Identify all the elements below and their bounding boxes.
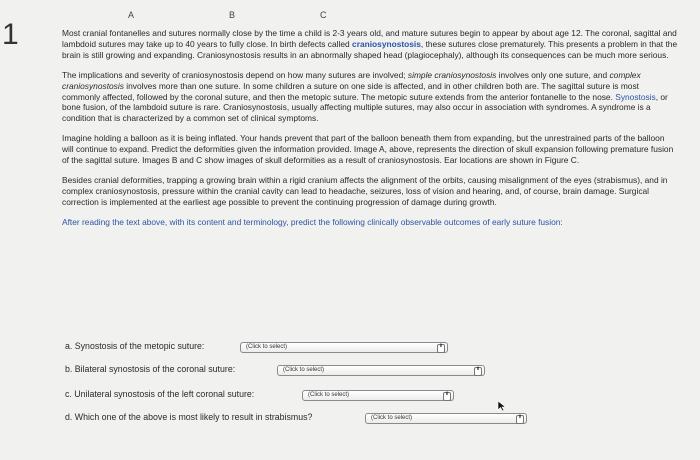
question-d-label: d. Which one of the above is most likely to result in strabismus? xyxy=(65,412,313,422)
term-craniosynostosis: craniosynostosis xyxy=(352,38,421,49)
question-content xyxy=(62,28,678,237)
question-c-select-value: (Click to select) xyxy=(308,392,350,398)
question-a-select-value: (Click to select) xyxy=(246,344,288,350)
question-d-select-value: (Click to select) xyxy=(371,415,413,421)
question-c-select[interactable] xyxy=(302,390,454,401)
select-arrows-icon: ⬍ xyxy=(516,415,524,424)
instructions: After reading the text above, with its content and terminology, predict the following clinically observable outcomes of early suture fusion: xyxy=(62,216,563,227)
paragraph-deformities: Besides cranial deformities, trapping a growing brain within a rigid cranium affects the alignment of the orbits, causing misalignment of the eyes (strabismus), and in complex craniosynostosis, pressure within the cranial cavity can lead to headache, seizures, loss of vision and hearing, and, of course, brain damage. Surgical correction is implemented at the earliest age possible to prevent the continuing progression of damage during growth. xyxy=(62,174,668,207)
paragraph-implications xyxy=(62,70,678,125)
question-d-select[interactable] xyxy=(365,413,527,424)
paragraph-intro-text-2: , these sutures close prematurely. This presents a problem in that the brain is still growing and expanding. Craniosynostosis results in an abnormally shaped head (plagiocephaly), although its consequences can be much more serious. xyxy=(62,38,678,60)
question-b-label: b. Bilateral synostosis of the coronal suture: xyxy=(65,364,236,374)
image-labels xyxy=(0,10,700,24)
image-label-c: C xyxy=(320,10,327,20)
paragraph-intro-text-1: Most cranial fontanelles and sutures normally close by the time a child is 2-3 years old, and mature sutures begin to appear by about age 12. The coronal, sagittal and lambdoid sutures may take up to 40 years to fully close. In birth defects called xyxy=(62,28,677,49)
term-complex-craniosynostosis: complex craniosynostosis xyxy=(62,69,641,91)
image-label-b: B xyxy=(229,10,236,20)
term-simple-craniosynostosis: simple craniosynostosis xyxy=(407,69,497,80)
paragraph-balloon: Imagine holding a balloon as it is being inflated. Your hands prevent that part of the balloon beneath them from expanding, but the unrestrained parts of the balloon will continue to expand. Predict the deformities given the information provided. Image A, above, represents the direction of skull expansion following premature fusion of the sagittal suture. Images B and C show images of skull deformities as a result of craniosynostosis. Ear locations are shown in Figure C. xyxy=(62,133,674,166)
paragraph-implications-text-2: involves only one suture, and xyxy=(496,69,610,80)
question-b-select-value: (Click to select) xyxy=(283,367,325,373)
question-number: 1 xyxy=(2,18,19,51)
select-arrows-icon: ⬍ xyxy=(443,392,451,401)
paragraph-implications-text-3: involves more than one suture. In some children a suture on one side is affected, and in other children both are. The sagittal suture is most commonly affected, followed by the coronal suture, and then the metopic suture. The metopic suture extends from the anterior fontanelle to the nose. xyxy=(62,80,639,102)
mouse-pointer-icon xyxy=(497,400,507,412)
paragraph-implications-text-4: , or bone fusion, of the lambdoid suture is rare. Craniosynostosis, usually affecting multiple sutures, may also occur in association with syndromes. A syndrome is a condition that is characterized by a common set of clinical symptoms. xyxy=(62,91,668,124)
select-arrows-icon: ⬍ xyxy=(437,344,445,353)
question-a-label: a. Synostosis of the metopic suture: xyxy=(65,341,205,351)
question-b-select[interactable] xyxy=(277,365,485,376)
image-label-a: A xyxy=(128,10,135,20)
paragraph-intro xyxy=(62,28,678,61)
paragraph-implications-text-1: The implications and severity of craniosynostosis depend on how many sutures are involved; xyxy=(62,69,408,80)
select-arrows-icon: ⬍ xyxy=(474,367,482,376)
question-c-label: c. Unilateral synostosis of the left coronal suture: xyxy=(65,389,255,399)
term-synostosis: Synostosis xyxy=(615,91,656,102)
question-a-select[interactable] xyxy=(240,342,448,353)
